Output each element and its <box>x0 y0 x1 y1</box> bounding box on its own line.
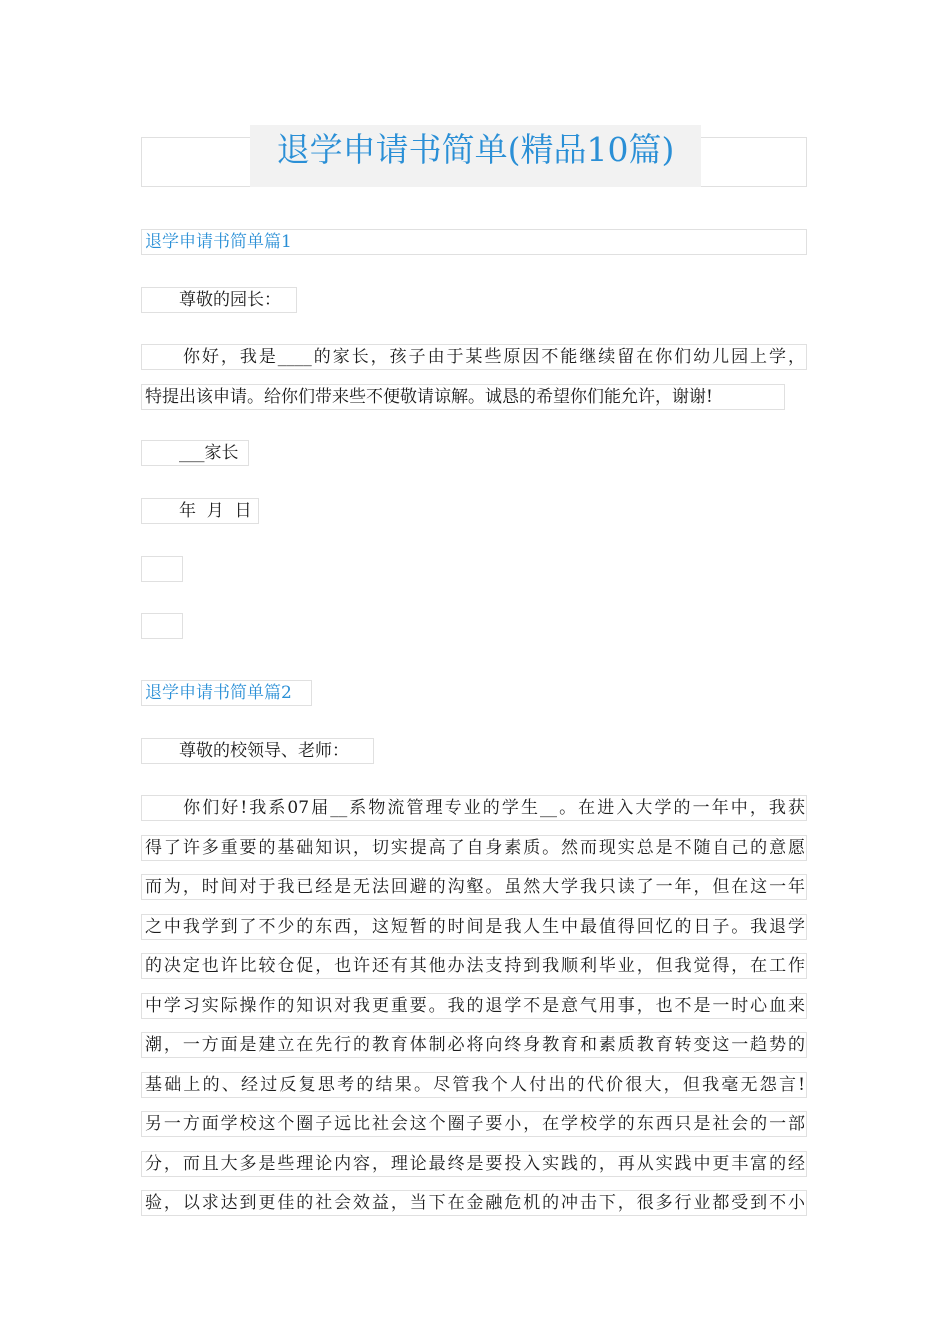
section-heading-1[interactable]: 退学申请书简单篇1 <box>141 229 807 255</box>
body-line: 基础上的、经过反复思考的结果。尽管我个人付出的代价很大，但我毫无怨言! <box>141 1072 807 1098</box>
section-heading-2[interactable]: 退学申请书简单篇2 <box>141 680 312 706</box>
body-line: 而为，时间对于我已经是无法回避的沟壑。虽然大学我只读了一年，但在这一年 <box>141 874 807 900</box>
body-line: 特提出该申请。给你们带来些不便敬请谅解。诚恳的希望你们能允许，谢谢! <box>141 384 785 410</box>
body-line: 你好，我是____的家长，孩子由于某些原因不能继续留在你们幼儿园上学， <box>141 344 807 370</box>
body-paragraph-2 <box>141 795 807 1230</box>
salutation-2: 尊敬的校领导、老师： <box>141 738 374 764</box>
body-line: 验，以求达到更佳的社会效益，当下在金融危机的冲击下，很多行业都受到不小 <box>141 1190 807 1216</box>
empty-line <box>141 556 183 582</box>
page-title: 退学申请书简单(精品10篇) <box>276 130 675 169</box>
signature-1: ___家长 <box>141 440 249 466</box>
body-line: 之中我学到了不少的东西，这短暂的时间是我人生中最值得回忆的日子。我退学 <box>141 914 807 940</box>
body-line: 中学习实际操作的知识对我更重要。我的退学不是意气用事，也不是一时心血来 <box>141 993 807 1019</box>
body-line: 你们好!我系07届__系物流管理专业的学生__。在进入大学的一年中，我获 <box>141 795 807 821</box>
body-line: 得了许多重要的基础知识，切实提高了自身素质。然而现实总是不随自己的意愿 <box>141 835 807 861</box>
body-line: 的决定也许比较仓促，也许还有其他办法支持到我顺利毕业，但我觉得，在工作 <box>141 953 807 979</box>
date-1: 年 月 日 <box>141 498 259 524</box>
salutation-1: 尊敬的园长： <box>141 287 297 313</box>
empty-line <box>141 613 183 639</box>
body-line: 分，而且大多是些理论内容，理论最终是要投入实践的，再从实践中更丰富的经 <box>141 1151 807 1177</box>
body-line: 另一方面学校这个圈子远比社会这个圈子要小，在学校学的东西只是社会的一部 <box>141 1111 807 1137</box>
body-paragraph-1 <box>141 344 807 427</box>
body-line: 潮，一方面是建立在先行的教育体制必将向终身教育和素质教育转变这一趋势的 <box>141 1032 807 1058</box>
